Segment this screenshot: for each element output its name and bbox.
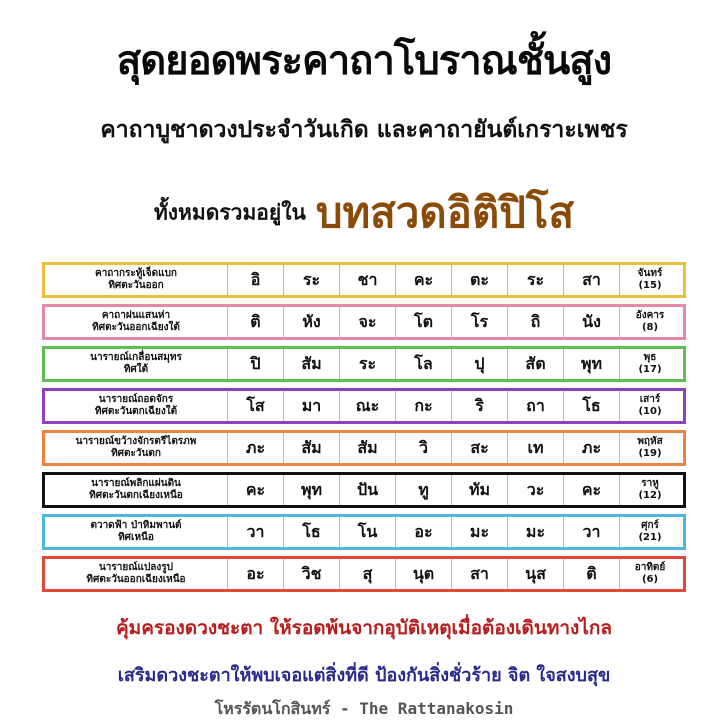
syllable-cell: สา: [563, 265, 619, 295]
syllable-cell: สา: [451, 559, 507, 589]
syllable-cell: ณะ: [339, 391, 395, 421]
table-row: [42, 388, 686, 424]
table-row: [42, 472, 686, 508]
syllable-cell: โธ: [563, 391, 619, 421]
chant-title: นารายณ์ถอดจักร: [98, 394, 174, 405]
chant-row-name: [45, 265, 227, 295]
syllable-cell: เท: [507, 433, 563, 463]
syllable-cell: ระ: [339, 349, 395, 379]
day-label: อาทิตย์: [634, 562, 666, 573]
table-row: [42, 430, 686, 466]
syllable-cell: ปัน: [339, 475, 395, 505]
syllable-cell: วา: [227, 517, 283, 547]
syllable-cell: ตะ: [451, 265, 507, 295]
day-number: (15): [638, 280, 662, 291]
chant-row-name: [45, 517, 227, 547]
day-number: (19): [638, 448, 662, 459]
chant-title: คาถากระทู้เจ็ดแบก: [95, 268, 177, 279]
contains-prefix: ทั้งหมดรวมอยู่ใน: [153, 200, 306, 225]
day-number: (17): [638, 364, 662, 375]
syllable-cell: มา: [283, 391, 339, 421]
table-row: [42, 304, 686, 340]
syllable-cell: ถิ: [507, 307, 563, 337]
chant-direction: ทิศตะวันตกเฉียงใต้: [94, 406, 178, 417]
chant-direction: ทิศตะวันออกเฉียงเหนือ: [86, 574, 186, 585]
day-label: อังคาร: [635, 310, 665, 321]
syllable-cell: นัง: [563, 307, 619, 337]
syllable-cell: ติ: [563, 559, 619, 589]
day-cell: [619, 559, 680, 589]
syllable-cell: คะ: [395, 265, 451, 295]
syllable-cell: โน: [339, 517, 395, 547]
chant-row-name: [45, 307, 227, 337]
footer-protection-text: คุ้มครองดวงชะตา ให้รอดพ้นจากอุบัติเหตุเมื่อต้องเดินทางไกล: [115, 617, 613, 639]
syllable-cell: สัม: [283, 433, 339, 463]
syllable-cell: ทัม: [451, 475, 507, 505]
chant-title: นารายณ์เกลื่อนสมุทร: [90, 352, 182, 363]
page-subtitle: คาถาบูชาดวงประจำวันเกิด และคาถายันต์เกราะเพชร: [100, 117, 628, 143]
day-number: (10): [638, 406, 662, 417]
syllable-cell: ระ: [507, 265, 563, 295]
syllable-cell: มะ: [451, 517, 507, 547]
day-label: ศุกร์: [641, 520, 659, 531]
syllable-cell: สัต: [507, 349, 563, 379]
day-number: (21): [638, 532, 662, 543]
syllable-cell: โร: [451, 307, 507, 337]
chant-row-name: [45, 475, 227, 505]
syllable-cell: พุท: [283, 475, 339, 505]
table-row: [42, 262, 686, 298]
day-cell: [619, 391, 680, 421]
syllable-cell: สัม: [339, 433, 395, 463]
day-cell: [619, 475, 680, 505]
day-label: ราหู: [641, 478, 659, 489]
table-row: [42, 346, 686, 382]
syllable-cell: วิช: [283, 559, 339, 589]
syllable-cell: โล: [395, 349, 451, 379]
syllable-cell: นุต: [395, 559, 451, 589]
day-cell: [619, 349, 680, 379]
syllable-cell: โส: [227, 391, 283, 421]
chant-name: บทสวดอิติปิโส: [315, 188, 575, 237]
syllable-cell: อะ: [395, 517, 451, 547]
syllable-cell: สุ: [339, 559, 395, 589]
syllable-cell: โธ: [283, 517, 339, 547]
table-row: [42, 514, 686, 550]
chant-row-name: [45, 559, 227, 589]
chant-direction: ทิศตะวันออกเฉียงใต้: [92, 322, 180, 333]
syllable-cell: วิ: [395, 433, 451, 463]
syllable-cell: อิ: [227, 265, 283, 295]
syllable-cell: กะ: [395, 391, 451, 421]
syllable-cell: ภะ: [563, 433, 619, 463]
syllable-cell: นุส: [507, 559, 563, 589]
syllable-cell: หัง: [283, 307, 339, 337]
chant-direction: ทิศตะวันออก: [108, 280, 164, 291]
table-row: [42, 556, 686, 592]
chant-title: นารายณ์ขว้างจักรตรีไตรภพ: [75, 436, 197, 447]
day-number: (8): [641, 322, 659, 333]
day-label: เสาร์: [639, 394, 661, 405]
chant-row-name: [45, 433, 227, 463]
day-label: จันทร์: [637, 268, 663, 279]
day-label: พุธ: [643, 352, 657, 363]
syllable-cell: ถา: [507, 391, 563, 421]
chant-title: นารายณ์แปลงรูป: [98, 562, 174, 573]
chant-title: นารายณ์พลิกแผ่นดิน: [91, 478, 181, 489]
syllable-cell: มะ: [507, 517, 563, 547]
chant-title: คาถาฝนแสนห่า: [101, 310, 171, 321]
day-number: (12): [638, 490, 662, 501]
syllable-cell: ริ: [451, 391, 507, 421]
footer-credit: โหรรัตนโกสินทร์ - The Rattanakosin: [214, 699, 514, 718]
syllable-cell: ติ: [227, 307, 283, 337]
chant-row-name: [45, 391, 227, 421]
syllable-cell: อะ: [227, 559, 283, 589]
day-cell: [619, 433, 680, 463]
day-cell: [619, 517, 680, 547]
chant-direction: ทิศตะวันตก: [111, 448, 161, 459]
syllable-cell: สัม: [283, 349, 339, 379]
chant-row-name: [45, 349, 227, 379]
syllable-cell: คะ: [227, 475, 283, 505]
day-cell: [619, 265, 680, 295]
syllable-cell: ภะ: [227, 433, 283, 463]
syllable-cell: วา: [563, 517, 619, 547]
syllable-cell: ชา: [339, 265, 395, 295]
syllable-cell: วะ: [507, 475, 563, 505]
chant-direction: ทิศตะวันตกเฉียงเหนือ: [89, 490, 183, 501]
day-cell: [619, 307, 680, 337]
syllable-cell: คะ: [563, 475, 619, 505]
chant-title: ตวาดฟ้า ป่าหิมพานต์: [90, 520, 182, 531]
syllable-cell: ระ: [283, 265, 339, 295]
day-number: (6): [641, 574, 659, 585]
day-label: พฤหัส: [637, 436, 663, 447]
syllable-cell: จะ: [339, 307, 395, 337]
syllable-cell: โต: [395, 307, 451, 337]
syllable-cell: พุท: [563, 349, 619, 379]
syllable-cell: ปิ: [227, 349, 283, 379]
chant-direction: ทิศเหนือ: [118, 532, 154, 543]
chant-table: [42, 262, 686, 598]
footer-blessing-text: เสริมดวงชะตาให้พบเจอแต่สิ่งที่ดี ป้องกันสิ่งชั่วร้าย จิต ใจสงบสุข: [117, 665, 611, 686]
page-title: สุดยอดพระคาถาโบราณชั้นสูง: [116, 38, 612, 84]
chant-direction: ทิศใต้: [123, 364, 149, 375]
contains-line: [0, 180, 728, 246]
syllable-cell: สะ: [451, 433, 507, 463]
syllable-cell: ทู: [395, 475, 451, 505]
syllable-cell: ปุ: [451, 349, 507, 379]
